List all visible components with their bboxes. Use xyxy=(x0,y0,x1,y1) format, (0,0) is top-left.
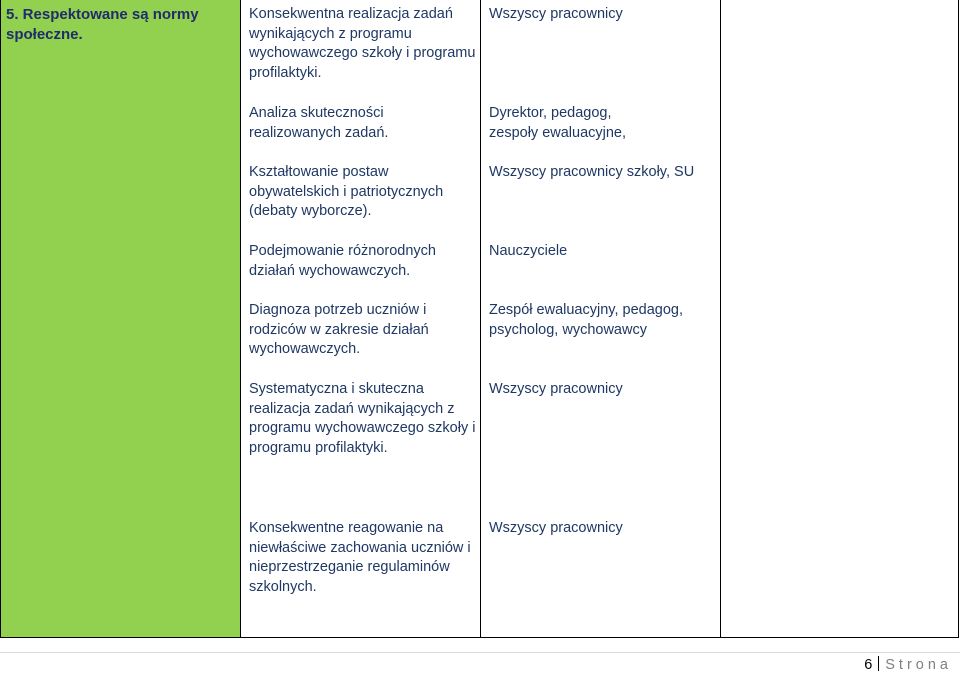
task-text: Podejmowanie różnorodnych działań wychowawczych. xyxy=(249,243,436,279)
responsible-text: Wszyscy pracownicy xyxy=(489,381,623,397)
table-border-right xyxy=(958,0,959,638)
task-text: Diagnoza potrzeb uczniów i rodziców w zakresie działań wychowawczych. xyxy=(249,302,429,357)
table-border-left xyxy=(0,0,1,638)
table-column-divider xyxy=(240,0,241,638)
responsible-text: Dyrektor, pedagog, zespoły ewaluacyjne, xyxy=(489,105,627,141)
task-text: Kształtowanie postaw obywatelskich i patriotycznych (debaty wyborcze). xyxy=(249,164,444,219)
responsible-text: Nauczyciele xyxy=(489,243,568,259)
task-text: Systematyczna i skuteczna realizacja zadań wynikających z programu wychowawczego szkoły i programu profilaktyki. xyxy=(249,381,476,456)
responsible-text: Wszyscy pracownicy szkoły, SU xyxy=(489,164,695,180)
section-cell xyxy=(1,0,240,638)
table-column-divider xyxy=(720,0,721,638)
responsible-text: Zespół ewaluacyjny, pedagog, psycholog, wychowawcy xyxy=(489,302,683,338)
table-column-divider xyxy=(480,0,481,638)
footer-rule xyxy=(0,652,960,653)
section-heading: 5. Respektowane są normy społeczne. xyxy=(6,6,199,43)
page-label: Strona xyxy=(885,657,952,673)
responsible-text: Wszyscy pracownicy xyxy=(489,6,623,22)
responsible-text: Wszyscy pracownicy xyxy=(489,520,623,536)
table-border-bottom xyxy=(0,637,959,638)
task-text: Analiza skuteczności realizowanych zadań. xyxy=(249,105,389,141)
task-text: Konsekwentna realizacja zadań wynikających z programu wychowawczego szkoły i programu profilaktyki. xyxy=(249,6,476,81)
footer-separator xyxy=(878,656,879,671)
page-number: 6 xyxy=(864,657,873,673)
task-text: Konsekwentne reagowanie na niewłaściwe zachowania uczniów i nieprzestrzeganie regulaminów szkolnych. xyxy=(249,520,471,595)
page-footer xyxy=(864,655,952,675)
